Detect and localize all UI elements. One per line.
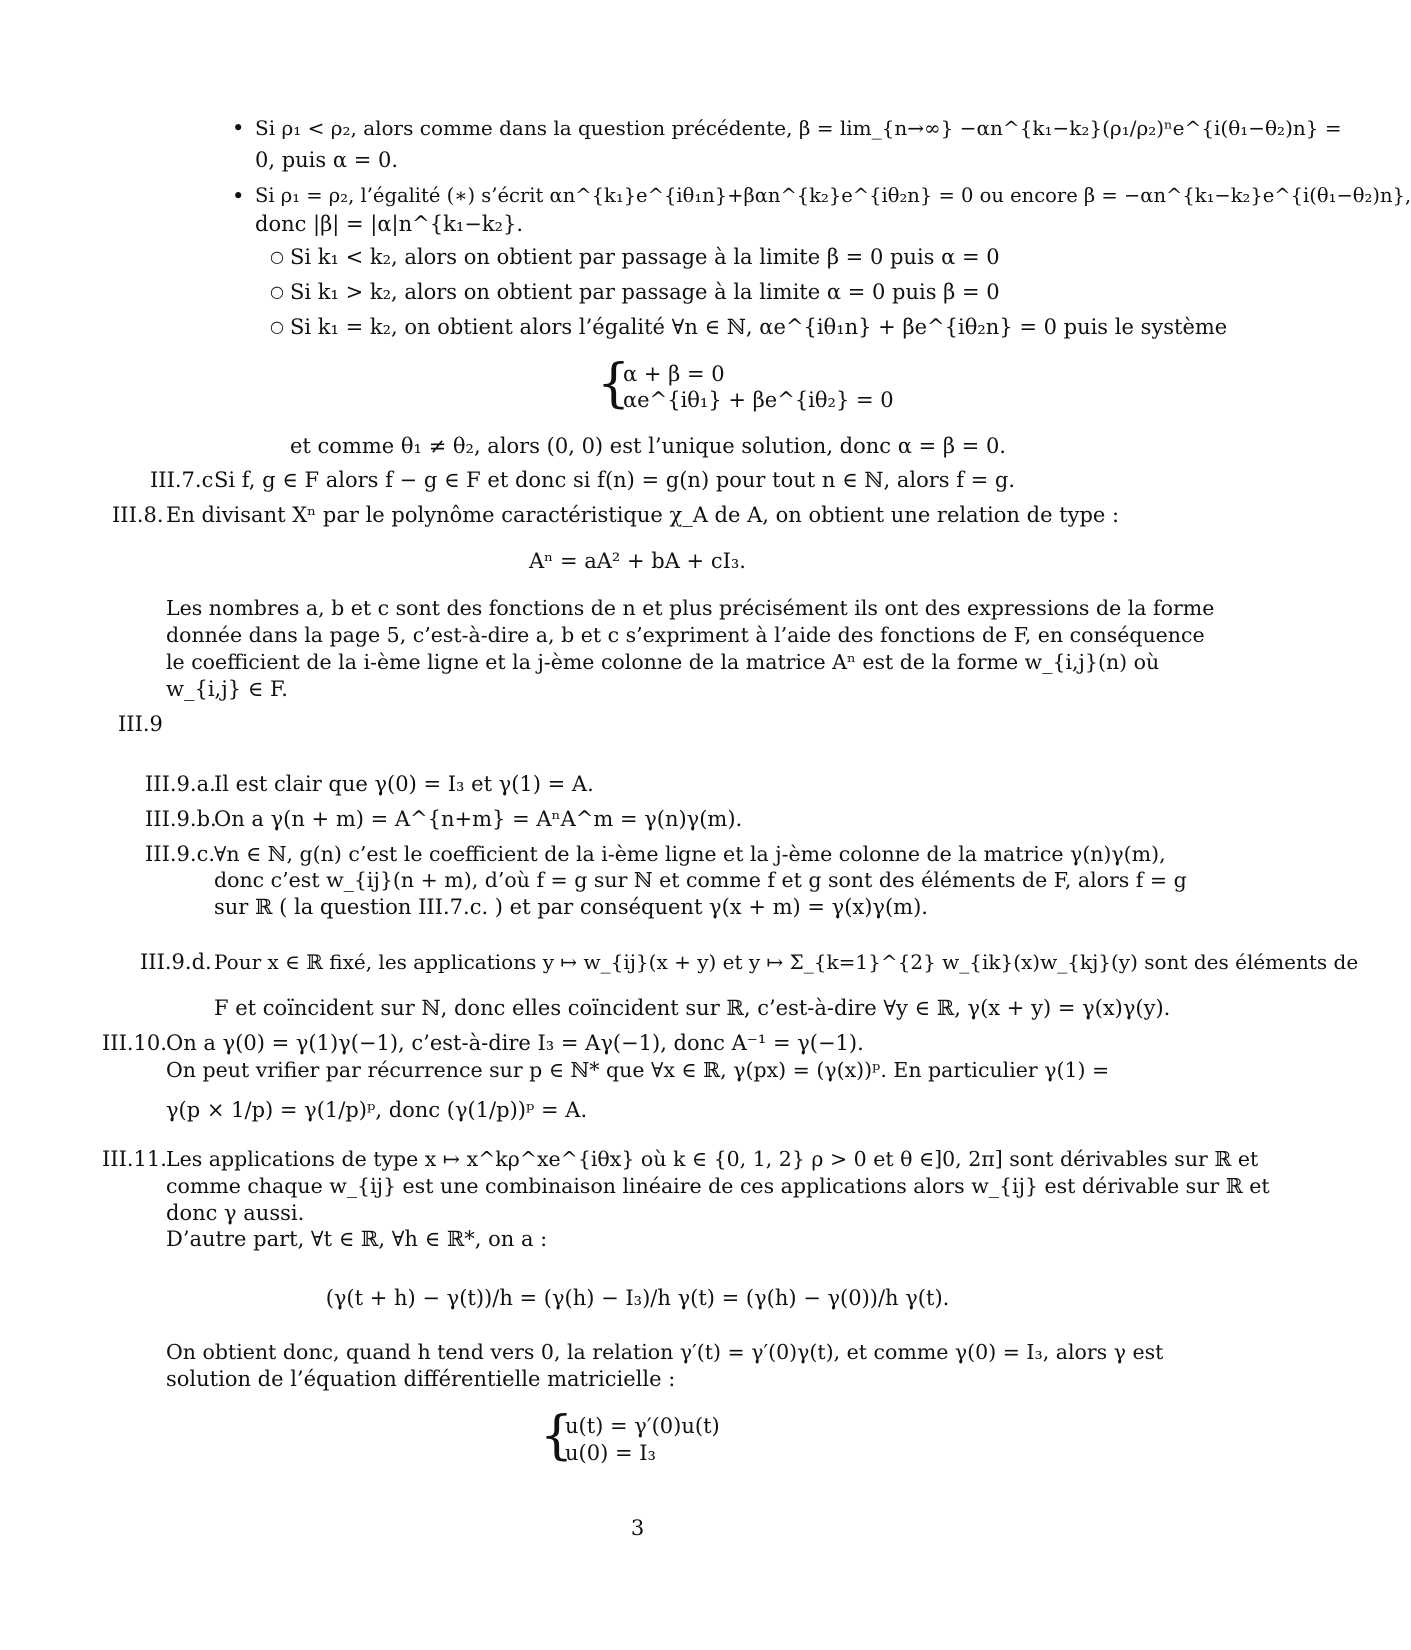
bullet-1-line-2: 0, puis α = 0. [255,148,399,172]
q9c-label: III.9.c. [145,842,216,866]
q9c-line-3: sur ℝ ( la question III.7.c. ) et par conséquent γ(x + m) = γ(x)γ(m). [214,895,928,919]
sub-bullet-1: Si k₁ < k₂, alors on obtient par passage à la limite β = 0 puis α = 0 [290,245,1000,269]
left-brace: { [540,1406,574,1466]
q9d-line-2: F et coïncident sur ℕ, donc elles coïncident sur ℝ, c’est-à-dire ∀y ∈ ℝ, γ(x + y) = γ(x)γ(y). [214,996,1171,1020]
q11-label: III.11. [102,1147,167,1171]
q8-para-2: donnée dans la page 5, c’est-à-dire a, b et c s’expriment à l’aide des fonctions de F, en conséquence [166,623,1205,647]
q10-line-3: γ(p × 1/p) = γ(1/p)ᵖ, donc (γ(1/p))ᵖ = A. [166,1098,588,1122]
q9a-text: Il est clair que γ(0) = I₃ et γ(1) = A. [214,772,594,796]
bullet-icon: • [232,116,245,140]
q8-para-4: w_{i,j} ∈ F. [166,677,288,701]
q7c-text: Si f, g ∈ F alors f − g ∈ F et donc si f(n) = g(n) pour tout n ∈ ℕ, alors f = g. [214,468,1016,492]
q11-system-eq-1: u(t) = γ′(0)u(t) [565,1414,720,1438]
sub-bullet-2: Si k₁ > k₂, alors on obtient par passage à la limite α = 0 puis β = 0 [290,280,1000,304]
q11-formula: (γ(t + h) − γ(t))/h = (γ(h) − I₃)/h γ(t) = (γ(h) − γ(0))/h γ(t). [325,1286,950,1310]
left-brace: { [597,354,631,414]
q11-line-3: donc γ aussi. [166,1201,305,1225]
q10-label: III.10. [102,1031,167,1055]
q9c-line-2: donc c’est w_{ij}(n + m), d’où f = g sur ℕ et comme f et g sont des éléments de F, alors f = g [214,868,1187,892]
page-number: 3 [630,1516,645,1540]
q11-after-2: solution de l’équation différentielle matricielle : [166,1367,676,1391]
q8-formula: Aⁿ = aA² + bA + cI₃. [529,549,746,573]
circle-bullet-icon: ○ [270,282,284,301]
q9b-label: III.9.b. [145,807,217,831]
system1-eq-2: αe^{iθ₁} + βe^{iθ₂} = 0 [623,388,894,412]
q11-system-eq-2: u(0) = I₃ [565,1441,656,1465]
q11-line-1: Les applications de type x ↦ x^kρ^xe^{iθx} où k ∈ {0, 1, 2} ρ > 0 et θ ∈]0, 2π] sont dérivables sur ℝ et [166,1147,1259,1171]
circle-bullet-icon: ○ [270,247,284,266]
circle-bullet-icon: ○ [270,317,284,336]
q9b-text: On a γ(n + m) = A^{n+m} = AⁿA^m = γ(n)γ(m). [214,807,743,831]
q7c-label: III.7.c [150,468,214,492]
system1-conclusion: et comme θ₁ ≠ θ₂, alors (0, 0) est l’unique solution, donc α = β = 0. [290,434,1006,458]
bullet-2-line-1: Si ρ₁ = ρ₂, l’égalité (∗) s’écrit αn^{k₁}e^{iθ₁n}+βαn^{k₂}e^{iθ₂n} = 0 ou encore β = −αn^{k₁−k₂}e^{i(θ₁−θ₂)n}, [255,184,1411,207]
q8-text: En divisant Xⁿ par le polynôme caractéristique χ_A de A, on obtient une relation de type : [166,503,1120,527]
system1-eq-1: α + β = 0 [623,362,725,386]
q9a-label: III.9.a. [145,772,216,796]
sub-bullet-3: Si k₁ = k₂, on obtient alors l’égalité ∀n ∈ ℕ, αe^{iθ₁n} + βe^{iθ₂n} = 0 puis le système [290,315,1228,339]
q11-line-2: comme chaque w_{ij} est une combinaison linéaire de ces applications alors w_{ij} est dérivable sur ℝ et [166,1174,1270,1198]
bullet-1-line-1: Si ρ₁ < ρ₂, alors comme dans la question précédente, β = lim_{n→∞} −αn^{k₁−k₂}(ρ₁/ρ₂)ⁿe^{i(θ₁−θ₂)n} = [255,116,1342,140]
q8-para-3: le coefficient de la i-ème ligne et la j-ème colonne de la matrice Aⁿ est de la forme w_{i,j}(n) où [166,650,1160,674]
q9d-line-1: Pour x ∈ ℝ fixé, les applications y ↦ w_{ij}(x + y) et y ↦ Σ_{k=1}^{2} w_{ik}(x)w_{kj}(y) sont des éléments de [214,950,1359,974]
q10-line-1: On a γ(0) = γ(1)γ(−1), c’est-à-dire I₃ = Aγ(−1), donc A⁻¹ = γ(−1). [166,1031,864,1055]
q11-line-4: D’autre part, ∀t ∈ ℝ, ∀h ∈ ℝ*, on a : [166,1227,548,1251]
q9-label: III.9 [118,712,163,736]
bullet-2-line-2: donc |β| = |α|n^{k₁−k₂}. [255,212,524,236]
bullet-icon: • [232,184,245,208]
q11-after-1: On obtient donc, quand h tend vers 0, la relation γ′(t) = γ′(0)γ(t), et comme γ(0) = I₃, alors γ est [166,1340,1164,1364]
q10-line-2: On peut vrifier par récurrence sur p ∈ ℕ* que ∀x ∈ ℝ, γ(px) = (γ(x))ᵖ. En particulier γ(1) = [166,1058,1110,1082]
q8-label: III.8. [112,503,164,527]
q8-para-1: Les nombres a, b et c sont des fonctions de n et plus précisément ils ont des expressions de la forme [166,596,1215,620]
q9c-line-1: ∀n ∈ ℕ, g(n) c’est le coefficient de la i-ème ligne et la j-ème colonne de la matrice γ(n)γ(m), [214,842,1166,866]
q9d-label: III.9.d. [140,950,212,974]
